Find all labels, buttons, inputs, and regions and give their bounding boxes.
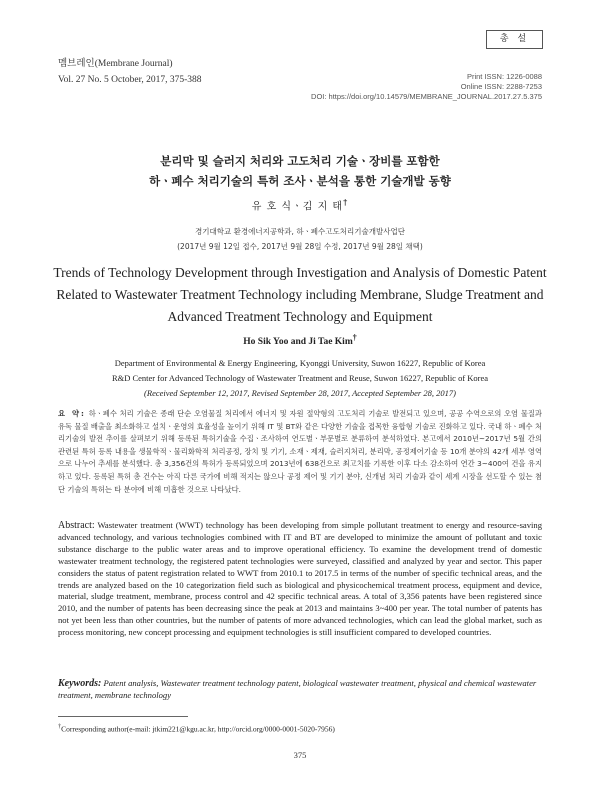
keywords [58,678,542,701]
article-category-badge: 총 설 [486,30,543,49]
english-author-mark: † [352,333,357,342]
korean-affiliation-block [0,224,600,254]
print-issn: Print ISSN: 1226-0088 [466,72,542,81]
english-abstract-text: Wastewater treatment (WWT) technology has been developing from simple pollutant treatment to energy and resource-saving advanced technology, and various technologies combined with IT and BT are developed to minimize the amount of pollutant and toxic substance discharge to the public water areas and to improve operational efficiency. To examine the development trend of domestic wastewater treatment technology, the registered patent technologies were surveyed, classified and analyzed by year and sector. This paper considers the status of patent registration related to WWT from 2010.1 to 2017.5 in terms of the number of specific technical areas, and the trends are analyzed based on the 10 categorization field such as biological and physicochemical treatment process, equipment and device, material, sludge treatment, membrane, process control and 42 specific technical areas. A total of 3,356 patents have been registered since 2010, and the number of patents has been decreasing since the peak at 2013 and maintains 3~400 per year. The total number of patents has not yet been less than other countries, but the number of patents of more advanced technologies, which can lead the global market, such as process monitoring, new concept processing and equipment technologies is still insufficient compared to developed countries. [58,520,543,638]
keywords-text: Patent analysis, Wastewater treatment technology patent, biological wastewater treatment, physical and chemical wastewater treatment, membrane technology [58,678,537,700]
journal-volume: Vol. 27 No. 5 October, 2017, 375-388 [58,75,202,85]
page-number: 375 [293,750,307,760]
english-abstract-label: Abstract: [58,520,95,531]
korean-affiliation: 경기대학교 환경에너지공학과, 하ㆍ폐수고도처리기술개발사업단 [194,227,405,236]
doi-link[interactable]: DOI: https://doi.org/10.14579/MEMBRANE_JOURNAL.2017.27.5.375 [311,92,542,101]
issn-block [311,72,542,102]
korean-author-names: 유 호 식ㆍ김 지 태 [251,201,344,213]
korean-dates: (2017년 9월 12일 접수, 2017년 9월 28일 수정, 2017년 9월 28일 채택) [177,242,423,251]
english-affiliation-1: Department of Environmental & Energy Engineering, Kyonggi University, Suwon 16227, Republic of Korea [114,358,486,368]
english-authors [0,333,600,347]
english-abstract [58,520,542,639]
english-title-line3: Advanced Treatment Technology and Equipment [167,309,433,324]
korean-title-line2: 하ㆍ폐수 처리기술의 특허 조사ㆍ분석을 통한 기술개발 동향 [149,174,451,188]
korean-abstract-text: 하ㆍ폐수 처리 기술은 종래 단순 오염물질 처리에서 에너지 및 자원 절약형의 고도처리 기술로 발전되고 있으며, 공공 수역으로의 오염 물질과 유독 물질 배출을 최소화하고 설치ㆍ운영의 효율성을 높이기 위해 IT 및 BT와 같은 다양한 기술을 접목한 융합형 기술로 진화하고 있다. 국내 하ㆍ폐수 처리기술의 발전 추이를 살펴보기 위해 등록된 특허기술을 수집ㆍ조사하여 연도별ㆍ부문별로 분류하여 분석하였다. 본고에서 2010년~2017년 5월 간의 관련된 특허 등록 내용을 생물학적ㆍ물리화학적 처리공정, 장치 및 기기, 소재ㆍ제재, 슬러지처리, 분리막, 공정제어기술 등 10개 분야의 42개 세부 영역으로 나누어 추세를 분석했다. 총 3,356건의 특허가 등록되었으며 2013년에 638건으로 최고치를 기록한 이후 다소 감소하여 연간 3~400여 건을 유지하고 있다. 등록된 특허 총 건수는 아직 다른 국가에 비해 적지는 않으나 공정 제어 및 기기 분야, 신개념 처리 기술과 같이 세계 시장을 선도할 수 있는 첨단 기술의 특허는 타 분야에 비해 미흡한 것으로 나타났다. [58,409,542,494]
korean-title [0,151,600,191]
online-issn: Online ISSN: 2288-7253 [460,82,542,91]
korean-title-line1: 분리막 및 슬러지 처리와 고도처리 기술ㆍ장비를 포함한 [160,154,440,168]
journal-meta [58,56,202,88]
korean-abstract-label: 요 약: [58,409,86,418]
english-affiliation-2: R&D Center for Advanced Technology of Wastewater Treatment and Reuse, Suwon 16227, Republic of Korea [111,373,489,383]
footnote [58,723,335,734]
english-title [50,262,550,328]
footnote-mark: † [58,723,62,730]
keywords-label: Keywords: [58,678,102,689]
korean-abstract [58,408,542,496]
korean-author-mark: † [343,197,349,207]
footnote-text: Corresponding author(e-mail: jtkim221@kgu.ac.kr, http://orcid.org/0000-0001-5020-7956) [61,724,335,734]
english-title-line2: Related to Wastewater Treatment Technology including Membrane, Sludge Treatment and [56,287,544,302]
english-title-line1: Trends of Technology Development through Investigation and Analysis of Domestic Patent [53,265,547,280]
footnote-divider [58,716,188,717]
journal-name: 멤브레인(Membrane Journal) [58,59,173,69]
english-author-names: Ho Sik Yoo and Ji Tae Kim [243,337,353,348]
korean-authors [0,197,600,212]
english-dates: (Received September 12, 2017, Revised September 28, 2017, Accepted September 28, 2017) [144,388,456,398]
english-affiliation-block [0,356,600,401]
